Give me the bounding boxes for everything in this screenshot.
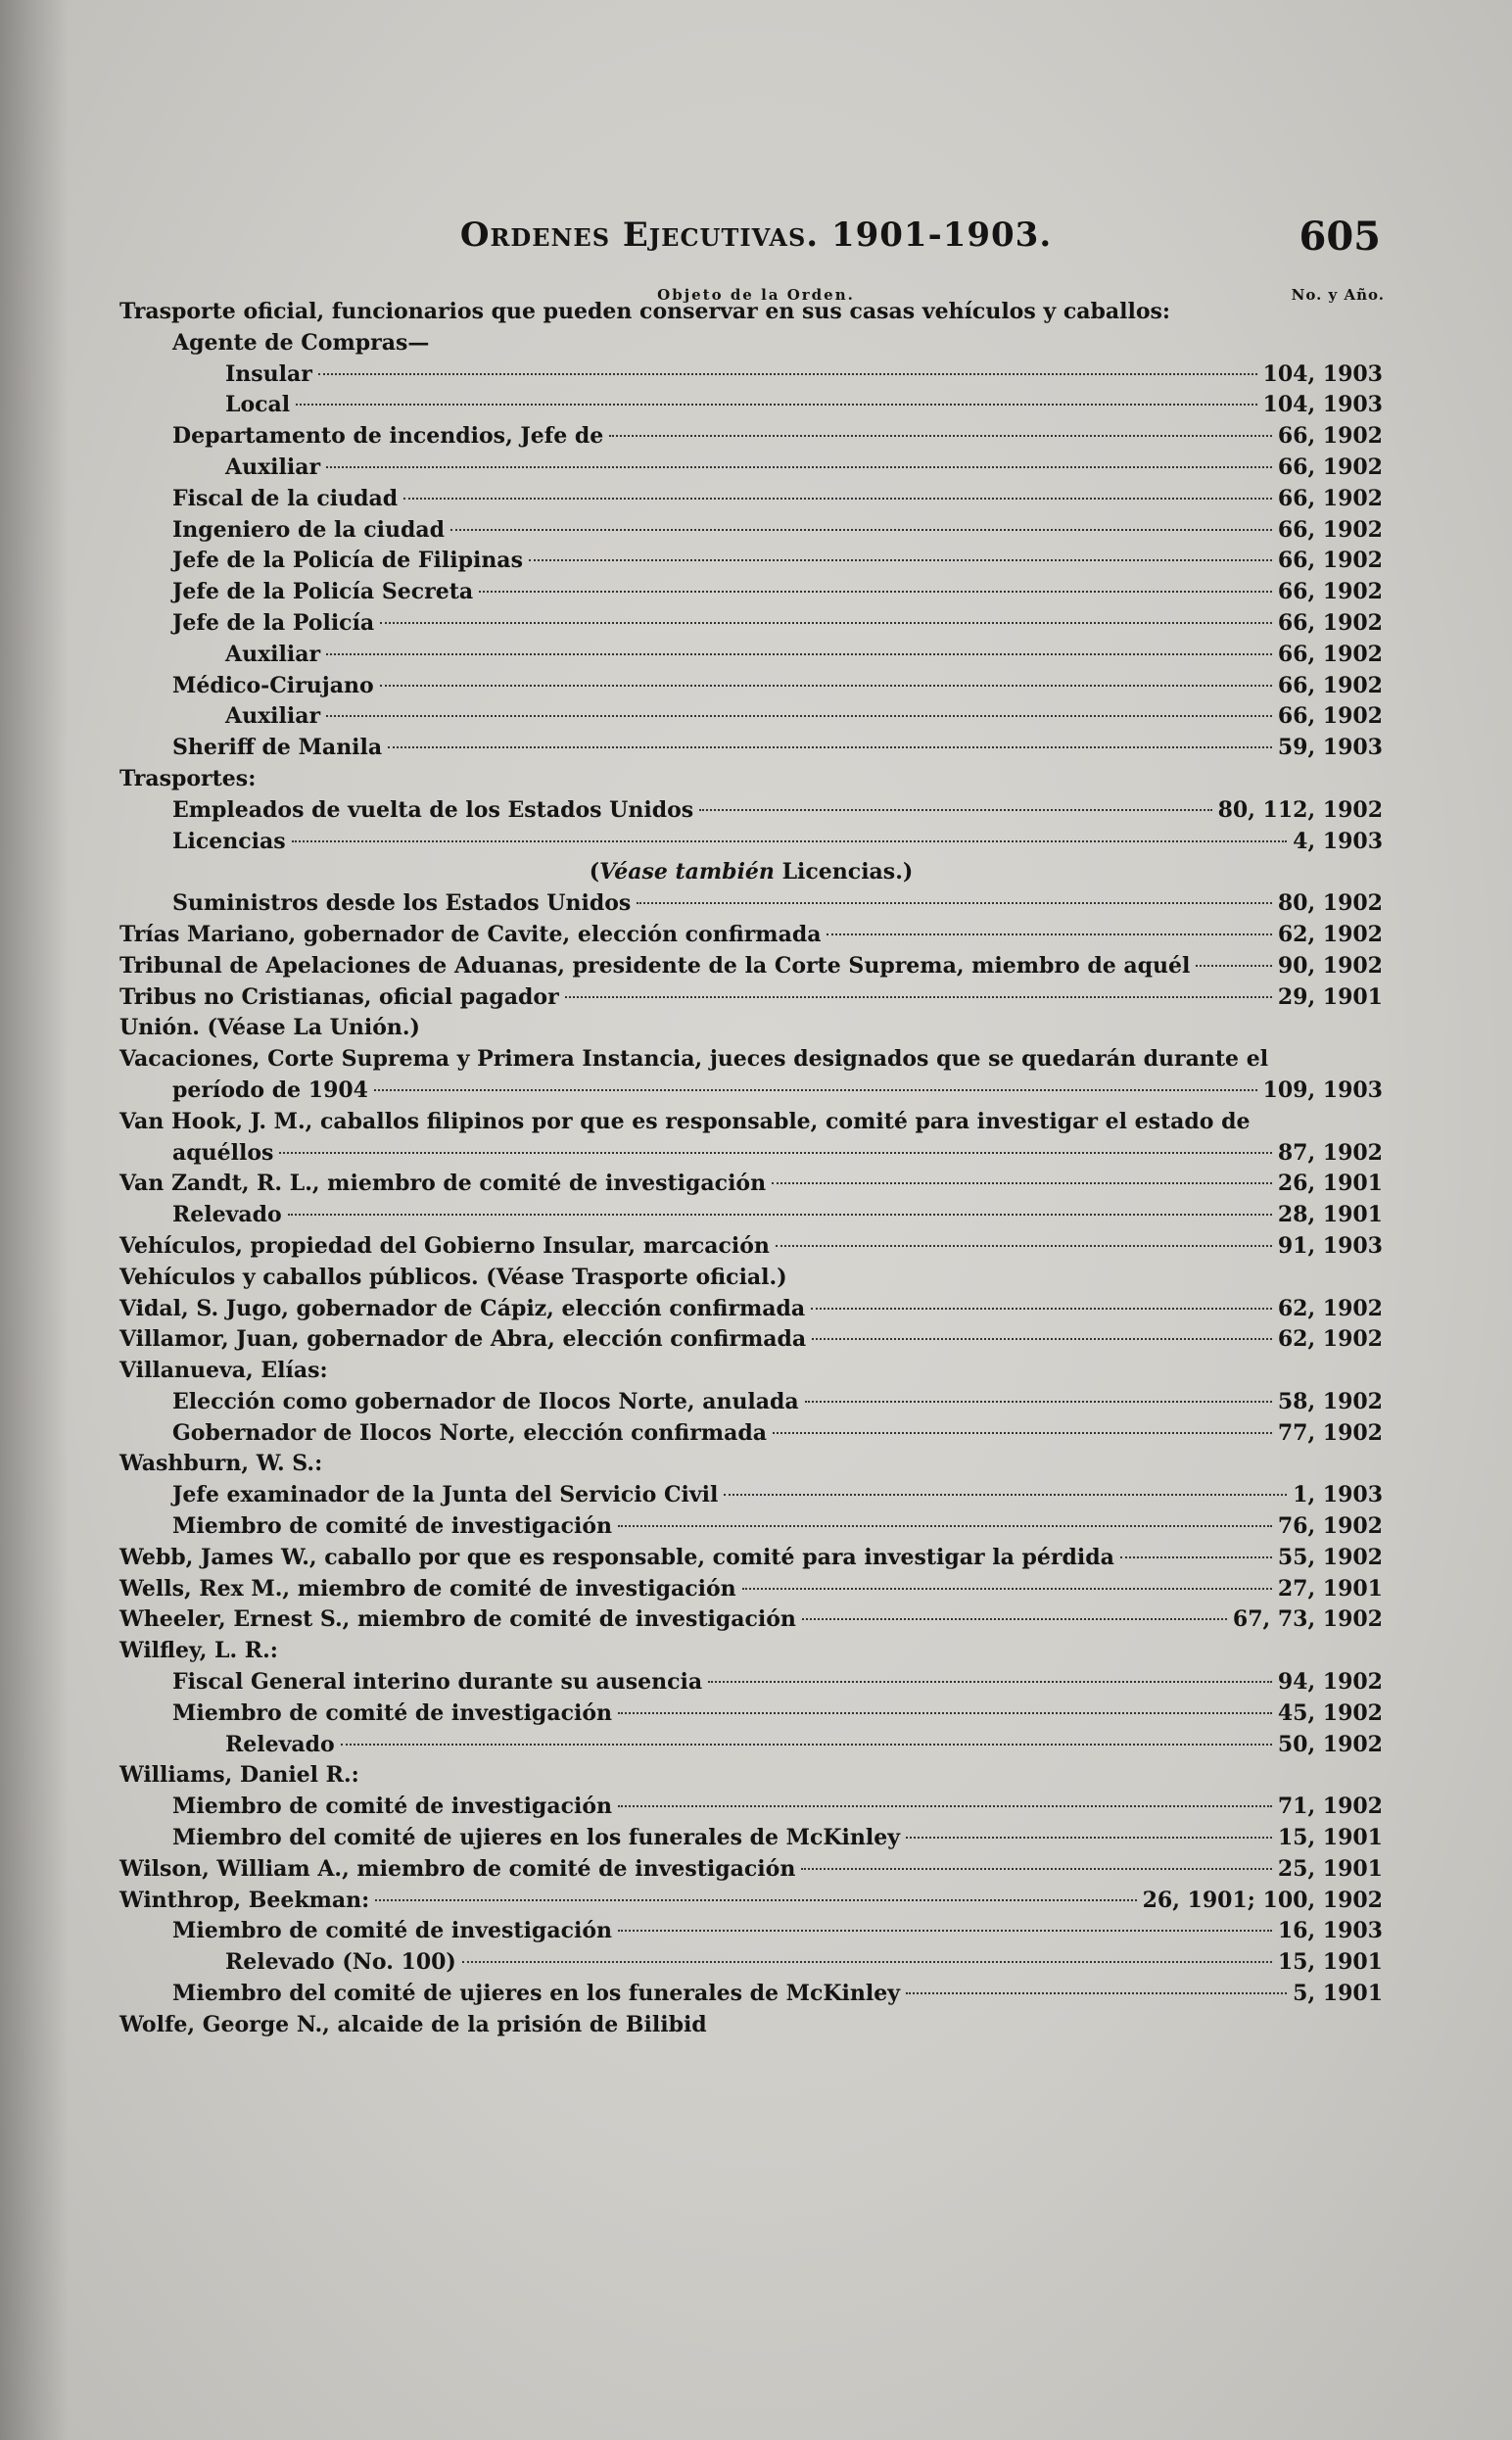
- dot-leader: [403, 498, 1272, 500]
- entry-order-ref: 66, 1902: [1277, 485, 1383, 511]
- dot-leader: [618, 1805, 1272, 1807]
- entry-order-ref: 15, 1901: [1277, 1825, 1383, 1851]
- index-entry: [119, 297, 1383, 328]
- index-entry: [119, 701, 1383, 733]
- index-entry: [119, 390, 1383, 421]
- dot-leader: [827, 933, 1271, 935]
- entry-order-ref: 67, 73, 1902: [1232, 1606, 1383, 1633]
- entry-order-ref: 25, 1901: [1277, 1855, 1383, 1882]
- index-entry: [119, 1760, 1383, 1792]
- index-entry: [119, 1356, 1383, 1387]
- index-entry: [119, 1138, 1383, 1170]
- entry-order-ref: 4, 1903: [1293, 828, 1383, 854]
- entry-order-ref: 1, 1903: [1293, 1482, 1383, 1508]
- dot-leader: [811, 1308, 1272, 1310]
- entry-text: Jefe de la Policía: [172, 609, 375, 636]
- dot-leader: [801, 1868, 1272, 1870]
- entry-text: Jefe de la Policía de Filipinas: [172, 548, 523, 574]
- index-entry: [119, 1511, 1383, 1543]
- entry-order-ref: 55, 1902: [1277, 1544, 1383, 1570]
- entry-text: Wells, Rex M., miembro de comité de investigación: [119, 1575, 736, 1602]
- index-entry: [119, 1449, 1383, 1480]
- index-entry: [119, 421, 1383, 453]
- column-heading-subject: Objeto de la Orden.: [657, 286, 855, 304]
- entry-text: Gobernador de Ilocos Norte, elección confirmada: [172, 1419, 767, 1446]
- entry-text: Vehículos, propiedad del Gobierno Insular, marcación: [119, 1232, 770, 1259]
- entry-order-ref: 15, 1901: [1277, 1949, 1383, 1976]
- entry-text: Fiscal General interino durante su ausencia: [172, 1669, 703, 1696]
- index-entry: [119, 764, 1383, 795]
- index-entry: [119, 1169, 1383, 1200]
- entry-text: Tribus no Cristianas, oficial pagador: [119, 983, 559, 1010]
- index-entry: [119, 484, 1383, 515]
- index-entry: [119, 733, 1383, 764]
- index-entry: [119, 640, 1383, 671]
- entry-order-ref: 50, 1902: [1277, 1731, 1383, 1757]
- entry-order-ref: 66, 1902: [1277, 516, 1383, 543]
- dot-leader: [565, 996, 1272, 998]
- index-entry: [119, 1418, 1383, 1450]
- entry-text: Auxiliar: [225, 703, 321, 730]
- entry-text: Auxiliar: [225, 641, 321, 667]
- index-entry: [119, 1604, 1383, 1636]
- see-also-open: (: [589, 859, 600, 885]
- index-entry: [119, 608, 1383, 640]
- index-entry: [119, 1107, 1383, 1138]
- entry-text: Webb, James W., caballo por que es responsable, comité para investigar la pérdida: [119, 1544, 1114, 1570]
- index-entry: [119, 888, 1383, 920]
- entry-order-ref: 109, 1903: [1262, 1076, 1383, 1103]
- entry-order-ref: 62, 1902: [1277, 921, 1383, 947]
- dot-leader: [772, 1182, 1272, 1184]
- index-entries: [119, 297, 1383, 2041]
- entry-text: Williams, Daniel R.:: [119, 1762, 359, 1789]
- entry-text: Van Hook, J. M., caballos filipinos por que es responsable, comité para investigar el estado de: [119, 1108, 1251, 1134]
- dot-leader: [805, 1401, 1272, 1403]
- index-entry: [119, 1480, 1383, 1511]
- entry-text: Trasporte oficial, funcionarios que pueden conservar en sus casas vehículos y caballos:: [119, 299, 1171, 324]
- dot-leader: [529, 559, 1272, 561]
- entry-text: Wilfley, L. R.:: [119, 1638, 278, 1664]
- dot-leader: [1120, 1556, 1272, 1558]
- entry-text: Vidal, S. Jugo, gobernador de Cápiz, elección confirmada: [119, 1295, 806, 1321]
- entry-text: Villamor, Juan, gobernador de Abra, elección confirmada: [119, 1326, 807, 1353]
- dot-leader: [326, 715, 1272, 717]
- entry-text: Departamento de incendios, Jefe de: [172, 423, 604, 450]
- dot-leader: [724, 1494, 1287, 1496]
- entry-order-ref: 94, 1902: [1277, 1669, 1383, 1696]
- dot-leader: [375, 1899, 1136, 1901]
- index-entry: [119, 515, 1383, 547]
- entry-order-ref: 29, 1901: [1277, 983, 1383, 1010]
- dot-leader: [906, 1837, 1272, 1839]
- entry-text: Agente de Compras—: [172, 329, 430, 356]
- entry-text: Van Zandt, R. L., miembro de comité de investigación: [119, 1171, 767, 1197]
- index-entry: [119, 1947, 1383, 1979]
- index-entry: [119, 453, 1383, 484]
- entry-text: Jefe examinador de la Junta del Servicio Civil: [172, 1482, 719, 1508]
- dot-leader: [380, 685, 1272, 687]
- dot-leader: [374, 1089, 1257, 1091]
- entry-order-ref: 62, 1902: [1277, 1295, 1383, 1321]
- index-entry: [119, 1294, 1383, 1325]
- index-entry: [119, 1854, 1383, 1886]
- index-entry: [119, 359, 1383, 391]
- entry-text: Unión. (Véase La Unión.): [119, 1015, 420, 1041]
- dot-leader: [742, 1588, 1272, 1590]
- index-entry: [119, 546, 1383, 577]
- entry-order-ref: 26, 1901: [1277, 1171, 1383, 1197]
- index-entry: [119, 920, 1383, 951]
- entry-order-ref: 26, 1901; 100, 1902: [1142, 1887, 1383, 1913]
- dot-leader: [450, 529, 1272, 531]
- index-entry: [119, 795, 1383, 827]
- entry-text: Médico-Cirujano: [172, 672, 374, 698]
- entry-text: Miembro de comité de investigación: [172, 1699, 612, 1726]
- entry-text: Sheriff de Manila: [172, 735, 383, 761]
- entry-order-ref: 90, 1902: [1277, 952, 1383, 979]
- dot-leader: [618, 1712, 1272, 1714]
- dot-leader: [341, 1744, 1272, 1746]
- index-entry: [119, 577, 1383, 608]
- entry-text: Vehículos y caballos públicos. (Véase Trasporte oficial.): [119, 1264, 787, 1290]
- index-entry: [119, 1231, 1383, 1263]
- index-entry: [119, 1324, 1383, 1356]
- entry-text: Villanueva, Elías:: [119, 1358, 328, 1384]
- entry-order-ref: 66, 1902: [1277, 548, 1383, 574]
- entry-order-ref: 5, 1901: [1293, 1981, 1383, 2007]
- entry-text: Winthrop, Beekman:: [119, 1887, 370, 1913]
- index-entry: [119, 982, 1383, 1014]
- index-entry: [119, 1636, 1383, 1667]
- dot-leader: [802, 1618, 1227, 1620]
- index-entry: [119, 951, 1383, 982]
- dot-leader: [326, 466, 1272, 468]
- index-entry: [119, 1044, 1383, 1076]
- index-entry: [119, 1200, 1383, 1231]
- dot-leader: [776, 1245, 1272, 1247]
- entry-order-ref: 45, 1902: [1277, 1699, 1383, 1726]
- entry-order-ref: 16, 1903: [1277, 1918, 1383, 1944]
- entry-text: Vacaciones, Corte Suprema y Primera Instancia, jueces designados que se quedarán durante el: [119, 1046, 1269, 1073]
- entry-order-ref: 28, 1901: [1277, 1202, 1383, 1228]
- index-entry: [119, 1979, 1383, 2010]
- dot-leader: [906, 1992, 1287, 1994]
- dot-leader: [292, 840, 1288, 842]
- entry-order-ref: 62, 1902: [1277, 1326, 1383, 1353]
- entry-text: aquéllos: [172, 1139, 274, 1166]
- index-entry: [119, 1916, 1383, 1947]
- index-entry: [119, 1730, 1383, 1761]
- entry-text: Jefe de la Policía Secreta: [172, 579, 474, 605]
- dot-leader: [462, 1961, 1272, 1963]
- entry-order-ref: 66, 1902: [1277, 703, 1383, 730]
- see-also-label: Véase también: [599, 859, 775, 885]
- see-also-target: Licencias.): [774, 859, 914, 885]
- index-entry: [119, 1263, 1383, 1294]
- dot-leader: [1196, 965, 1271, 967]
- entry-text: Ingeniero de la ciudad: [172, 516, 446, 543]
- index-entry: [119, 1543, 1383, 1574]
- index-entry: [119, 1886, 1383, 1917]
- entry-order-ref: 66, 1902: [1277, 609, 1383, 636]
- entry-text: Tribunal de Apelaciones de Aduanas, presidente de la Corte Suprema, miembro de aquél: [119, 952, 1191, 979]
- dot-leader: [326, 653, 1272, 655]
- index-entry: [119, 827, 1383, 858]
- dot-leader: [609, 435, 1272, 437]
- entry-order-ref: 59, 1903: [1277, 735, 1383, 761]
- entry-text: Fiscal de la ciudad: [172, 485, 399, 511]
- entry-order-ref: 76, 1902: [1277, 1513, 1383, 1540]
- entry-text: Miembro de comité de investigación: [172, 1918, 612, 1944]
- running-title: Ordenes Ejecutivas. 1901-1903.: [459, 215, 1053, 255]
- dot-leader: [773, 1432, 1272, 1434]
- entry-text: Miembro del comité de ujieres en los funerales de McKinley: [172, 1981, 901, 2007]
- entry-text: período de 1904: [172, 1076, 368, 1103]
- page-number: 605: [1299, 214, 1381, 260]
- entry-text: Miembro de comité de investigación: [172, 1794, 612, 1820]
- entry-text: Relevado (No. 100): [225, 1949, 456, 1976]
- entry-text: Auxiliar: [225, 454, 321, 480]
- dot-leader: [637, 902, 1272, 904]
- index-entry: [119, 1574, 1383, 1605]
- dot-leader: [388, 746, 1272, 748]
- index-entry: [119, 328, 1383, 359]
- index-entry: [119, 2010, 1383, 2041]
- entry-text: Insular: [225, 360, 312, 387]
- entry-text: Local: [225, 392, 291, 418]
- index-entry: [119, 1076, 1383, 1107]
- dot-leader: [380, 622, 1272, 624]
- dot-leader: [812, 1338, 1272, 1340]
- entry-text: Wolfe, George N., alcaide de la prisión de Bilibid: [119, 2011, 707, 2037]
- index-entry: [119, 857, 1383, 888]
- running-head: [0, 215, 1512, 264]
- entry-text: Trasportes:: [119, 765, 257, 791]
- entry-text: Relevado: [225, 1731, 335, 1757]
- dot-leader: [279, 1152, 1271, 1154]
- entry-order-ref: 91, 1903: [1277, 1232, 1383, 1259]
- index-entry: [119, 671, 1383, 702]
- entry-text: Licencias: [172, 828, 286, 854]
- entry-order-ref: 80, 1902: [1277, 890, 1383, 917]
- entry-order-ref: 58, 1902: [1277, 1388, 1383, 1414]
- dot-leader: [288, 1214, 1272, 1216]
- entry-order-ref: 87, 1902: [1277, 1139, 1383, 1166]
- dot-leader: [318, 373, 1257, 375]
- dot-leader: [708, 1681, 1272, 1683]
- entry-text: Miembro de comité de investigación: [172, 1513, 612, 1540]
- entry-text: Miembro del comité de ujieres en los funerales de McKinley: [172, 1825, 901, 1851]
- entry-text: Empleados de vuelta de los Estados Unidos: [172, 796, 694, 823]
- entry-order-ref: 80, 112, 1902: [1217, 796, 1383, 823]
- entry-text: Elección como gobernador de Ilocos Norte, anulada: [172, 1388, 799, 1414]
- entry-order-ref: 104, 1903: [1262, 392, 1383, 418]
- entry-order-ref: 71, 1902: [1277, 1794, 1383, 1820]
- entry-order-ref: 66, 1902: [1277, 454, 1383, 480]
- index-entry: [119, 1823, 1383, 1854]
- entry-text: Suministros desde los Estados Unidos: [172, 890, 632, 917]
- index-entry: [119, 1698, 1383, 1730]
- index-entry: [119, 1387, 1383, 1418]
- index-entry: [119, 1667, 1383, 1698]
- dot-leader: [699, 809, 1211, 811]
- entry-order-ref: 66, 1902: [1277, 672, 1383, 698]
- entry-order-ref: 77, 1902: [1277, 1419, 1383, 1446]
- entry-text: Washburn, W. S.:: [119, 1451, 323, 1477]
- entry-order-ref: 66, 1902: [1277, 423, 1383, 450]
- entry-order-ref: 27, 1901: [1277, 1575, 1383, 1602]
- entry-order-ref: 66, 1902: [1277, 579, 1383, 605]
- entry-order-ref: 66, 1902: [1277, 641, 1383, 667]
- index-entry: [119, 1013, 1383, 1044]
- entry-order-ref: 104, 1903: [1262, 360, 1383, 387]
- column-heading-number: No. y Año.: [1291, 286, 1385, 304]
- index-entry: [119, 1792, 1383, 1823]
- entry-text: Wheeler, Ernest S., miembro de comité de investigación: [119, 1606, 796, 1633]
- dot-leader: [618, 1525, 1272, 1527]
- dot-leader: [296, 404, 1256, 406]
- entry-text: Trías Mariano, gobernador de Cavite, elección confirmada: [119, 921, 822, 947]
- dot-leader: [618, 1930, 1272, 1932]
- dot-leader: [479, 591, 1272, 593]
- entry-text: Wilson, William A., miembro de comité de investigación: [119, 1855, 796, 1882]
- entry-text: Relevado: [172, 1202, 282, 1228]
